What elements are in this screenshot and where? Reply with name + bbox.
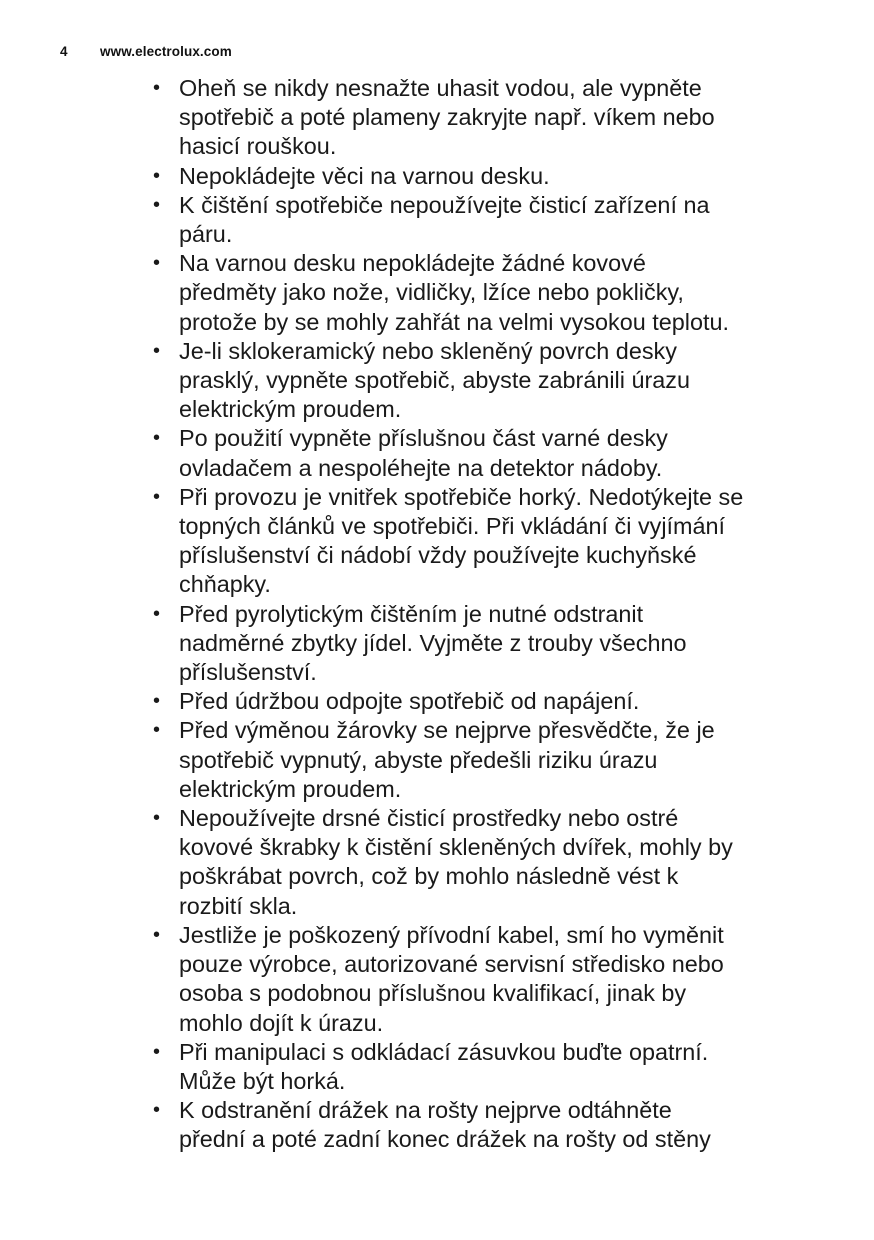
list-item-text: Nepokládejte věci na varnou desku. (179, 162, 550, 189)
list-item (150, 337, 850, 425)
page-number: 4 (60, 44, 68, 59)
list-item-text: Je-li sklokeramický nebo skleněný povrch desky prasklý, vypněte spotřebič, abyste zabránili úrazu elektrickým proudem. (179, 337, 690, 423)
list-item (150, 191, 850, 249)
list-item-text: Po použití vypněte příslušnou část varné desky ovladačem a nespoléhejte na detektor nádoby. (179, 425, 668, 481)
bullet-icon: • (153, 1040, 161, 1063)
bullet-icon: • (153, 923, 161, 946)
bullet-icon: • (153, 193, 161, 216)
list-item-text: Oheň se nikdy nesnažte uhasit vodou, ale vypněte spotřebič a poté plameny zakryjte např. víkem nebo hasicí rouškou. (179, 75, 715, 160)
list-item (150, 424, 850, 482)
bullet-icon: • (153, 690, 161, 713)
list-item (150, 804, 850, 921)
list-item (150, 600, 850, 688)
list-item (150, 1096, 850, 1154)
list-item (150, 74, 850, 162)
website-url: www.electrolux.com (100, 44, 232, 59)
list-item-text: Při manipulaci s odkládací zásuvkou buďte opatrní. Může být horká. (179, 1038, 709, 1094)
page-header (60, 44, 232, 59)
list-item (150, 249, 850, 337)
bullet-icon: • (153, 602, 161, 625)
list-item (150, 1038, 850, 1096)
list-item-text: Před výměnou žárovky se nejprve přesvědčte, že je spotřebič vypnutý, abyste předešli riziku úrazu elektrickým proudem. (179, 717, 715, 802)
bullet-icon: • (153, 719, 161, 742)
list-item-text: K odstranění drážek na rošty nejprve odtáhněte přední a poté zadní konec drážek na rošty od stěny (179, 1097, 711, 1153)
bullet-icon: • (153, 427, 161, 450)
safety-instructions-list (150, 74, 850, 1155)
list-item (150, 483, 850, 600)
bullet-icon: • (153, 164, 161, 187)
list-item-text: Před pyrolytickým čištěním je nutné odstranit nadměrné zbytky jídel. Vyjměte z trouby všechno příslušenství. (179, 600, 687, 686)
list-item-text: Před údržbou odpojte spotřebič od napájení. (179, 688, 640, 715)
list-item (150, 687, 850, 716)
list-item-text: K čištění spotřebiče nepoužívejte čisticí zařízení na páru. (179, 191, 710, 248)
list-item (150, 162, 850, 191)
list-item (150, 921, 850, 1038)
list-item (150, 716, 850, 804)
bullet-icon: • (153, 252, 161, 275)
list-item-text: Jestliže je poškozený přívodní kabel, smí ho vyměnit pouze výrobce, autorizované servisní středisko nebo osoba s podobnou příslušnou kvalifikací, jinak by mohlo dojít k úrazu. (179, 921, 724, 1036)
bullet-icon: • (153, 339, 161, 362)
list-item-text: Při provozu je vnitřek spotřebiče horký. Nedotýkejte se topných článků ve spotřebiči. Při vkládání či vyjímání příslušenství či nádobí vždy používejte kuchyňské chňapky. (179, 483, 744, 598)
bullet-icon: • (153, 807, 161, 830)
bullet-icon: • (153, 1099, 161, 1122)
bullet-icon: • (153, 77, 161, 99)
list-item-text: Na varnou desku nepokládejte žádné kovové předměty jako nože, vidličky, lžíce nebo pokličky, protože by se mohly zahřát na velmi vysokou teplotu. (179, 250, 729, 335)
bullet-icon: • (153, 485, 161, 508)
list-item-text: Nepoužívejte drsné čisticí prostředky nebo ostré kovové škrabky k čistění skleněných dvířek, mohly by poškrábat povrch, což by mohlo následně vést k rozbití skla. (179, 805, 733, 919)
